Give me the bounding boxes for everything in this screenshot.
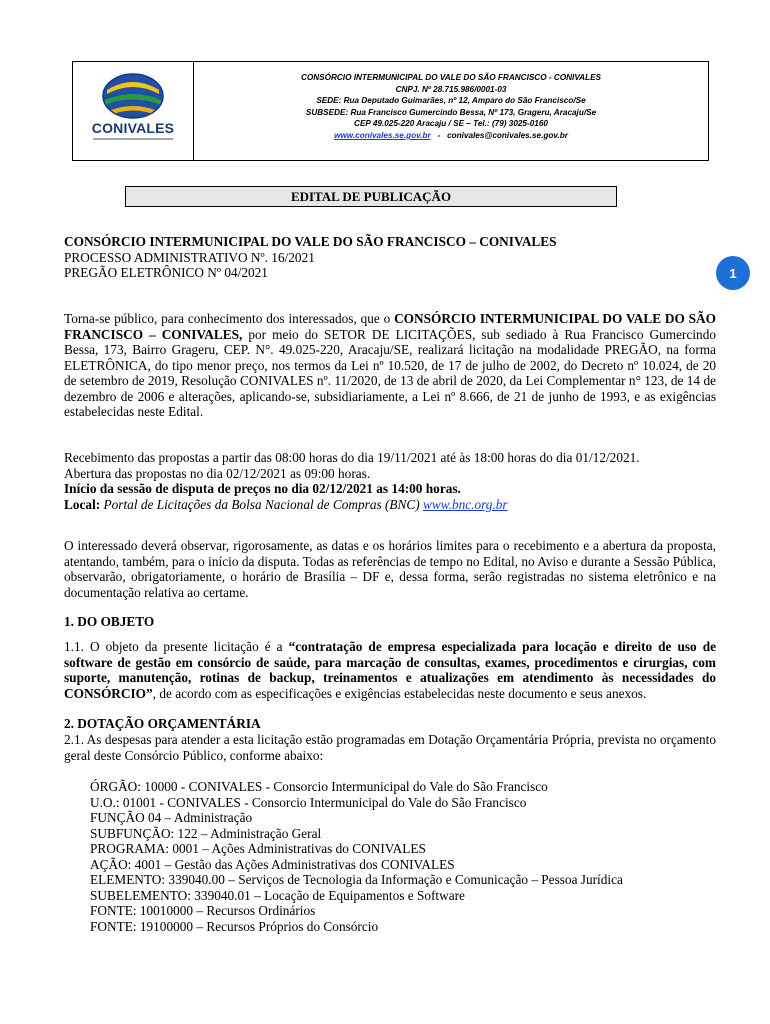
contact-separator: - [437, 130, 441, 140]
budget-item: FONTE: 19100000 – Recursos Próprios do Consórcio [90, 918, 379, 934]
intro-process: PROCESSO ADMINISTRATIVO Nº. 16/2021 [64, 249, 315, 265]
branch-address: SUBSEDE: Rua Francisco Gumercindo Bessa, Nº 173, Grageru, Aracaju/Se [305, 107, 597, 117]
opening-text: por meio do SETOR DE LICITAÇÕES, sub sediado à Rua Francisco Gumercindo Bessa, 173, Bairro Grageru, CEP. N°. 49.025-220, Aracaju/SE, realizará licitação na modalidade PREGÃO, na forma ELETRÔNICA, do tipo menor preço, nos termos da Lei nº 10.520, de 17 de julho de 2002, do Decreto nº 10.024, de 20 de setembro de 2019, Resolução CONIVALES nº. 11/2020, de 13 de abril de 2020, da Lei Complementar n° 123, de 14 de dezembro de 2006 e alterações, aplicando-se, subsidiariamente, a Lei nº 8.666, de 21 de junho de 1993, e as exigências estabelecidas neste Edital. [64, 326, 716, 419]
cep-phone: CEP 49.025-220 Aracaju / SE – Tel.: (79) 3025-0160 [354, 119, 548, 129]
logo-underline [93, 138, 173, 140]
section-2-heading: 2. DOTAÇÃO ORÇAMENTÁRIA [64, 716, 261, 731]
proposal-reception: Recebimento das propostas a partir das 08:00 horas do dia 19/11/2021 até às 18:00 horas do dia 01/12/2021. [64, 450, 640, 465]
org-name: CONSÓRCIO INTERMUNICIPAL DO VALE DO SÃO FRANCISCO - CONIVALES [300, 73, 602, 82]
location-label: Local: [64, 496, 101, 512]
website-link[interactable]: www.conivales.se.gov.br [334, 130, 431, 140]
conivales-logo-icon [85, 70, 181, 122]
opening-org-name: CONSÓRCIO INTERMUNICIPAL DO VALE DO SÃO FRANCISCO – CONIVALES, [64, 311, 717, 342]
section-1-heading: 1. DO OBJETO [64, 614, 155, 629]
object-description: “contratação de empresa especializada para locação e direito de uso de software de gestão em consórcio de saúde, para marcação de consultas, exames, procedimentos e cirurgias, com suporte, manutenção, rotinas de backup, treinamentos e atualizações em atendimento às necessidades do CONSÓRCIO” [64, 639, 716, 701]
bnc-link[interactable]: www.bnc.org.br [423, 496, 508, 512]
letterhead-text [194, 72, 708, 142]
location-text: Portal de Licitações da Bolsa Nacional de Compras (BNC) [103, 496, 420, 512]
head-office-address: SEDE: Rua Deputado Guimarães, nº 12, Amparo do São Francisco/Se [316, 96, 586, 106]
budget-list [90, 779, 710, 934]
proposal-opening: Abertura das propostas no dia 02/12/2021 as 09:00 horas. [64, 465, 371, 481]
notice-paragraph: O interessado deverá observar, rigorosamente, as datas e os horários limites para o recebimento e a abertura da proposta, atentando, também, para o início da disputa. Todas as referências de tempo no Edital, no Aviso e durante a Sessão Pública, observarão, obrigatoriamente, o horário de Brasília – DF e, dessa forma, serão registradas no sistema eletrônico e na documentação relativa ao certame. [64, 538, 716, 600]
budget-item: SUBELEMENTO: 339040.01 – Locação de Equipamentos e Software [90, 887, 465, 903]
intro-auction: PREGÃO ELETRÔNICO Nº 04/2021 [64, 265, 268, 280]
budget-item: FUNÇÃO 04 – Administração [90, 810, 253, 825]
section-1-text [64, 639, 716, 701]
letterhead [72, 61, 709, 161]
contact-line [194, 130, 708, 142]
object-prefix: 1.1. O objeto da presente licitação é a [64, 639, 289, 654]
budget-item: PROGRAMA: 0001 – Ações Administrativas do CONIVALES [90, 841, 426, 856]
intro-block [64, 234, 716, 281]
logo-text: CONIVALES [91, 120, 175, 136]
page-number-badge: 1 [716, 256, 750, 290]
budget-item: SUBFUNÇÃO: 122 – Administração Geral [90, 825, 322, 841]
section-2-text: 2.1. As despesas para atender a esta licitação estão programadas em Dotação Orçamentária Própria, prevista no orçamento geral deste Consórcio Público, conforme abaixo: [64, 732, 716, 763]
document-title: EDITAL DE PUBLICAÇÃO [125, 186, 617, 207]
budget-item: ÓRGÃO: 10000 - CONIVALES - Consorcio Intermunicipal do Vale do São Francisco [90, 779, 548, 794]
logo-cell [73, 62, 194, 160]
intro-org: CONSÓRCIO INTERMUNICIPAL DO VALE DO SÃO FRANCISCO – CONIVALES [64, 234, 557, 249]
budget-item: FONTE: 10010000 – Recursos Ordinários [90, 903, 316, 918]
schedule-block [64, 450, 716, 512]
budget-item: AÇÃO: 4001 – Gestão das Ações Administrativas dos CONIVALES [90, 856, 455, 872]
budget-item: U.O.: 01001 - CONIVALES - Consorcio Intermunicipal do Vale do São Francisco [90, 794, 527, 810]
budget-item: ELEMENTO: 339040.00 – Serviços de Tecnologia da Informação e Comunicação – Pessoa Jurídica [90, 872, 623, 887]
session-start: Início da sessão de disputa de preços no dia 02/12/2021 as 14:00 horas. [64, 481, 461, 496]
location-line [64, 497, 716, 513]
opening-paragraph [64, 311, 716, 420]
object-suffix: , de acordo com as especificações e exigências estabelecidas neste documento e seus anexos. [152, 685, 647, 701]
email-address: conivales@conivales.se.gov.br [447, 130, 568, 140]
cnpj: CNPJ. Nº 28.715.986/0001-03 [395, 84, 507, 94]
opening-prefix: Torna-se público, para conhecimento dos interessados, que o [64, 311, 395, 326]
